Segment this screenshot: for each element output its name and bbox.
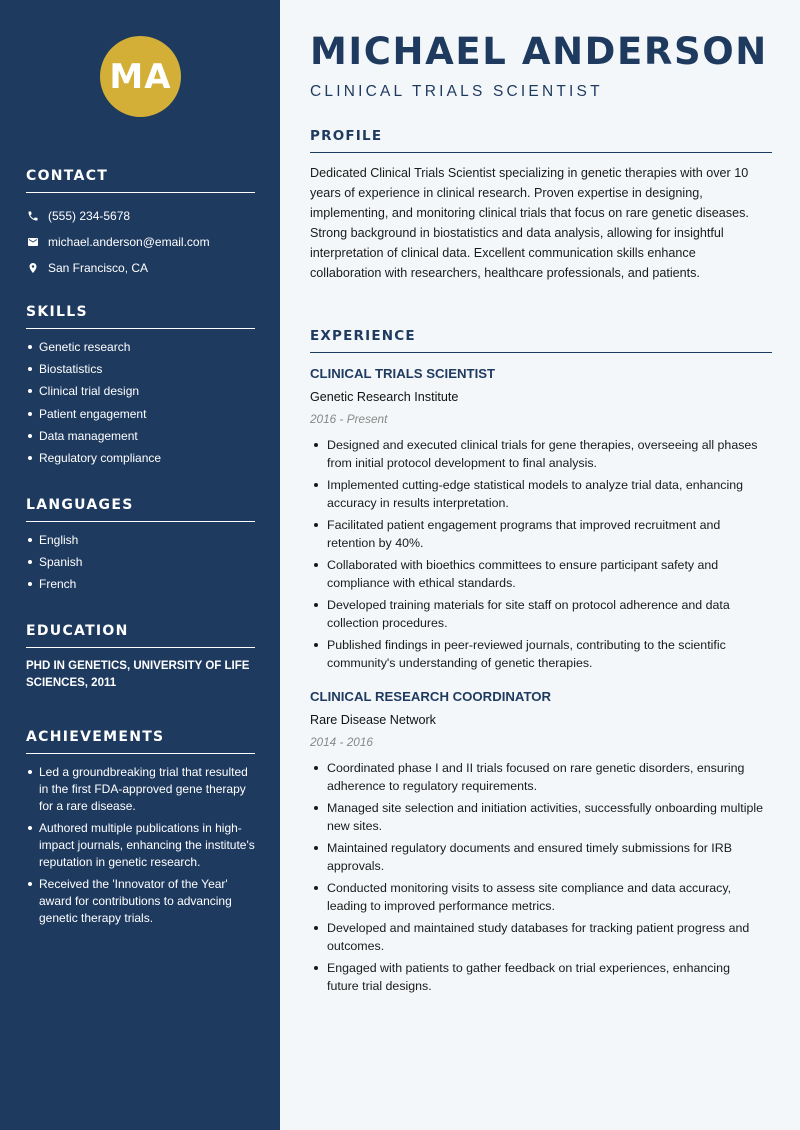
contact-section (26, 168, 255, 281)
job-dates: 2016 - Present (310, 412, 388, 426)
achievements-section (26, 729, 255, 932)
contact-phone (26, 203, 255, 229)
skills-list (26, 339, 255, 466)
languages-list (26, 532, 255, 592)
mail-icon (26, 235, 40, 249)
contact-phone-text: (555) 234-5678 (48, 209, 131, 223)
list-item: Designed and executed clinical trials for gene therapies, overseeing all phases from initial protocol development to final analysis. (310, 436, 765, 472)
job-role: CLINICAL RESEARCH COORDINATOR (310, 689, 552, 704)
list-item: Published findings in peer-reviewed journals, contributing to the scientific community's understanding of genetic therapies. (310, 636, 765, 672)
list-item: Biostatistics (26, 361, 255, 377)
job-entry (310, 365, 772, 676)
list-item: Facilitated patient engagement programs that improved recruitment and retention by 40%. (310, 516, 765, 552)
skills-heading: SKILLS (26, 304, 255, 329)
list-item: French (26, 576, 255, 592)
contact-email-text: michael.anderson@email.com (48, 235, 210, 249)
list-item: Received the 'Innovator of the Year' award for contributions to advancing genetic therapy trials. (26, 876, 255, 927)
achievements-list (26, 764, 255, 927)
list-item: English (26, 532, 255, 548)
languages-heading: LANGUAGES (26, 497, 255, 522)
list-item: Clinical trial design (26, 383, 255, 399)
location-pin-icon (26, 261, 40, 275)
list-item: Authored multiple publications in high-impact journals, enhancing the institute's reputation in genetic research. (26, 820, 255, 871)
list-item: Implemented cutting-edge statistical models to analyze trial data, enhancing accuracy in results interpretation. (310, 476, 765, 512)
job-role: CLINICAL TRIALS SCIENTIST (310, 366, 496, 381)
list-item: Spanish (26, 554, 255, 570)
list-item: Regulatory compliance (26, 450, 255, 466)
avatar: MA (100, 36, 181, 117)
phone-icon (26, 209, 40, 223)
list-item: Patient engagement (26, 406, 255, 422)
list-item: Data management (26, 428, 255, 444)
education-degree: PHD IN GENETICS, UNIVERSITY OF LIFE SCIENCES, 2011 (26, 660, 250, 689)
profile-heading: PROFILE (310, 128, 772, 153)
contact-location-text: San Francisco, CA (48, 261, 149, 275)
job-bullets (310, 436, 772, 672)
list-item: Maintained regulatory documents and ensured timely submissions for IRB approvals. (310, 839, 765, 875)
job-dates: 2014 - 2016 (310, 735, 373, 749)
person-name: MICHAEL ANDERSON (310, 30, 768, 73)
achievements-heading: ACHIEVEMENTS (26, 729, 255, 754)
job-company: Genetic Research Institute (310, 390, 459, 404)
job-title: CLINICAL TRIALS SCIENTIST (310, 83, 603, 100)
list-item: Led a groundbreaking trial that resulted in the first FDA-approved gene therapy for a rare disease. (26, 764, 255, 815)
profile-text: Dedicated Clinical Trials Scientist specializing in genetic therapies with over 10 years of experience in clinical research. Proven expertise in designing, implementing, and monitoring clinical trials that focus on rare genetic diseases. Strong background in biostatistics and data analysis, allowing for insightful interpretation of clinical data. Excellent communication skills enhance collaboration with researchers, healthcare professionals, and patients. (310, 166, 749, 281)
list-item: Developed and maintained study databases for tracking patient progress and outcomes. (310, 919, 765, 955)
languages-section (26, 497, 255, 599)
list-item: Collaborated with bioethics committees to ensure participant safety and compliance with ethical standards. (310, 556, 765, 592)
contact-email (26, 229, 255, 255)
experience-heading: EXPERIENCE (310, 328, 772, 353)
job-company: Rare Disease Network (310, 713, 436, 727)
list-item: Developed training materials for site staff on protocol adherence and data collection procedures. (310, 596, 765, 632)
list-item: Genetic research (26, 339, 255, 355)
education-section (26, 623, 255, 692)
list-item: Engaged with patients to gather feedback on trial experiences, enhancing future trial designs. (310, 959, 765, 995)
list-item: Coordinated phase I and II trials focused on rare genetic disorders, ensuring adherence to regulatory requirements. (310, 759, 765, 795)
list-item: Conducted monitoring visits to assess site compliance and data accuracy, leading to improved performance metrics. (310, 879, 765, 915)
contact-location (26, 255, 255, 281)
job-bullets (310, 759, 772, 995)
list-item: Managed site selection and initiation activities, successfully onboarding multiple new sites. (310, 799, 765, 835)
contact-heading: CONTACT (26, 168, 255, 193)
sidebar (0, 0, 280, 1130)
job-entry (310, 688, 772, 999)
education-heading: EDUCATION (26, 623, 255, 648)
skills-section (26, 304, 255, 472)
